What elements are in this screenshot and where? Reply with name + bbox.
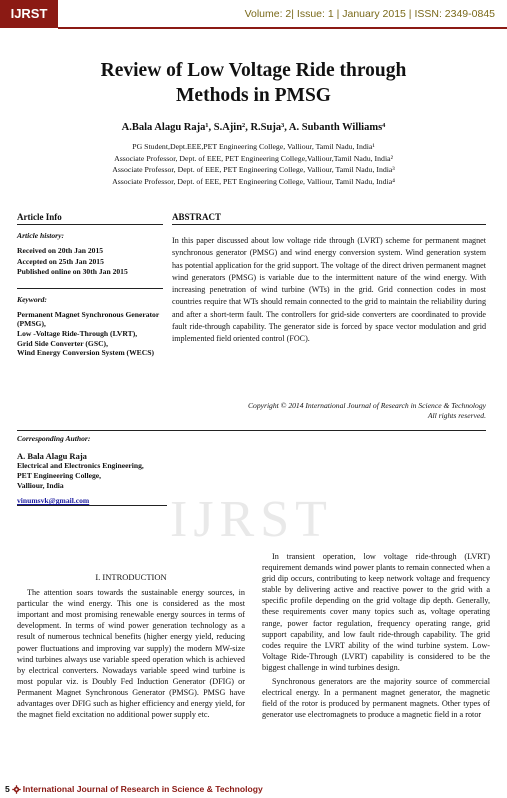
journal-header (0, 0, 507, 30)
intro-paragraph: The attention soars towards the sustainable energy sources, in particular the wind energy. This one is considered as the most important and most promising renewable energy sources in terms of development. In terms of wind power generation technology as a result of numerous technical benefits (higher energy yield, reducing power fluctuations and improving var supply) the modern MW-size wind turbines always use variable speed operation which is achieved by electrical converters. Nowadays variable speed wind turbine is most popular viz. is Doubly Fed Induction Generator (DFIG) or Permanent Magnet Synchronous Generator (PMSG). PMSG have advantages over DFIG such as higher efficiency and energy yield, for the magnet field excitation no additional power supply etc. (17, 588, 245, 720)
article-info-heading: Article Info (17, 212, 163, 225)
body-column-left (17, 572, 245, 720)
corresponding-heading: Corresponding Author: (17, 434, 91, 443)
abstract-heading: ABSTRACT (172, 212, 486, 225)
watermark-logo: IJRST (170, 491, 333, 548)
copyright-line-2: All rights reserved. (427, 411, 486, 421)
keyword-label: Keyword: (17, 294, 47, 304)
affiliation-1: PG Student,Dept.EEE,PET Engineering College, Valliour, Tamil Nadu, India¹ (132, 142, 375, 151)
corresponding-rule (17, 505, 167, 506)
affiliations (40, 141, 467, 187)
page-number: 5 (5, 784, 10, 794)
corresponding-name: A. Bala Alagu Raja (17, 451, 87, 461)
corresponding-address (17, 461, 217, 490)
address-line: Electrical and Electronics Engineering, (17, 461, 144, 470)
copyright-line-1: Copyright © 2014 International Journal of Research in Science & Technology (247, 401, 486, 410)
keyword-item: Low -Voltage Ride-Through (LVRT), (17, 328, 138, 338)
address-line: Valliour, India (17, 480, 64, 490)
volume-issue-line: Volume: 2| Issue: 1 | January 2015 | ISSN: 2349-0845 (244, 8, 495, 20)
paper-title (40, 58, 467, 108)
published-date: Published online on 30th Jan 2015 (17, 267, 128, 276)
header-rule (58, 27, 507, 29)
page-footer (5, 784, 263, 794)
keyword-item: Permanent Magnet Synchronous Generator (PMSG), (17, 309, 160, 329)
article-history (17, 246, 163, 278)
info-divider (17, 288, 163, 289)
author-email-link[interactable]: vinumsvk@gmail.com (17, 496, 90, 506)
journal-logo: IJRST (0, 0, 58, 28)
article-info-column (17, 212, 163, 358)
keyword-list (17, 310, 163, 359)
keyword-item: Grid Side Converter (GSC), (17, 338, 108, 348)
lvrt-paragraph: In transient operation, low voltage ride-through (LVRT) requirement demands wind power plants to remain connected when a grid dip occurs, contributing to keep network voltage and frequency stable by delivering active and reactive power to the grid with a specific profile depending on the grid voltage dip depth. Generally, these requirements cover many topics such as, voltage operating range, power factor regulation, frequency operating range, grid support capability, and low fault ride-through capability. The grid codes require the LVRT ability of the wind turbine system. Low-Voltage Ride-Through (LVRT) capability is considered to be the biggest challenge in wind turbines design. (262, 552, 490, 672)
affiliation-4: Associate Professor, Dept. of EEE, PET Engineering College, Valliour, Tamil Nadu, India⁴ (112, 176, 395, 186)
address-line: PET Engineering College, (17, 470, 102, 480)
keyword-item: Wind Energy Conversion System (WECS) (17, 348, 154, 358)
affiliation-2: Associate Professor, Dept. of EEE, PET Engineering College,Valliour,Tamil Nadu, India² (114, 153, 393, 163)
section-rule (17, 430, 486, 431)
title-line-2: Methods in PMSG (176, 85, 331, 106)
copyright-notice (248, 401, 486, 421)
generator-paragraph: Synchronous generators are the majority source of commercial electrical energy. In a permanent magnet generator, the magnetic field of the rotor is produced by permanent magnets. Other types of generator use electromagnets to produce a magnetic field in a rotor (262, 677, 490, 720)
author-list: A.Bala Alagu Raja¹, S.Ajin², R.Suja³, A. Subanth Williams⁴ (121, 122, 386, 133)
article-history-label: Article history: (17, 231, 65, 240)
introduction-heading: I. INTRODUCTION (95, 572, 167, 582)
received-date: Received on 20th Jan 2015 (17, 246, 104, 255)
title-line-1: Review of Low Voltage Ride through (100, 60, 407, 81)
abstract-column (172, 212, 486, 346)
accepted-date: Accepted on 25th Jan 2015 (17, 256, 104, 266)
body-column-right (262, 551, 490, 723)
gear-icon (12, 785, 21, 794)
abstract-text: In this paper discussed about low voltage ride through (LVRT) scheme for permanent magnet synchronous generator (PMSG) and wind energy conversion system. Wind generation system has potential application for the grid support. The voltage of the direct driven permanent magnet wind generators (PMSG) is variable due to the intermittent nature of the wind energy. With increasing penetration of wind turbine (WTs) in the grid. Grid connection codes in most countries require that WTs should remain connected to the grid to maintain the reliability during and after a short-term fault. The controllers for grid-side converters are coordinated to provide fault ride-through capability. The generator side is forced by space vector modulation and grid implemented field oriented control (FOC). (172, 236, 486, 344)
affiliation-3: Associate Professor, Dept. of EEE, PET Engineering College, Valliour, Tamil Nadu, India³ (112, 165, 395, 174)
footer-journal-name: International Journal of Research in Science & Technology (22, 784, 263, 794)
